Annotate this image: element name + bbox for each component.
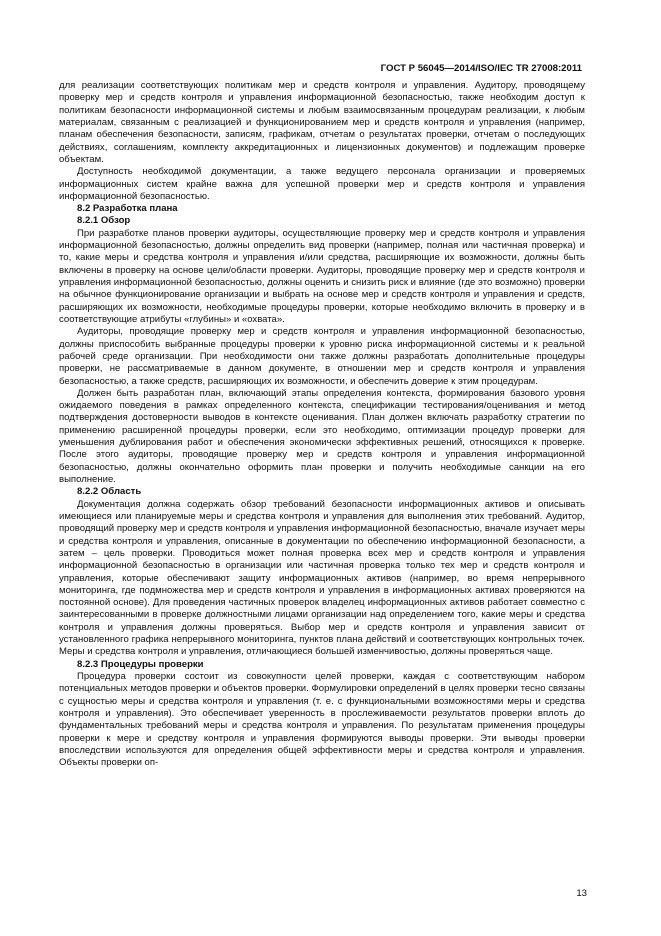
paragraph: для реализации соответствующих политикам мер и средств контроля и управления. Аудитору, проводящему проверку мер и средств контроля и управления информационной безопасностью, также необходим доступ к политикам безопасности информационной системы и любым взаимосвязанным процедурам реализации, к любым материалам, связанным с реализацией и функционированием мер и средств контроля и управления (например, планам обеспечения безопасности, записям, графикам, отчетам о результатах проверки, отчетам о последующих действиях, соглашениям, комплекту аккредитационных и лицензионных документов) и подлежащим проверке объектам. (59, 80, 585, 165)
paragraph: Доступность необходимой документации, а также ведущего персонала организации и проверяемых информационных систем крайне важна для успешной проверки мер и средств контроля и управления информационной безопасностью. (59, 166, 585, 202)
document-header: ГОСТ Р 56045—2014/ISO/IEC TR 27008:2011 (380, 63, 582, 74)
paragraph: При разработке планов проверки аудиторы, осуществляющие проверку мер и средств контроля и управления информационной безопасностью, должны определить вид проверки (например, полная или частичная проверка) и то, какие меры и средства контроля и управления и/или средства, расширяющие их возможности, должны быть включены в проверку на основе цели/области проверки. Аудиторы, проводящие проверку мер и средств контроля и управления информационной безопасностью, должны оценить и снизить риск и влияние (где это возможно) проверки на обычное функционирование организации и выбрать на основе мер и средств контроля и управления и средств, расширяющих их возможности, необходимые процедуры проверки, которые необходимо включить в проверку и в соответствующие атрибуты «глубины» и «охвата». (59, 227, 585, 325)
paragraph: Документация должна содержать обзор требований безопасности информационных активов и описывать имеющиеся или планируемые меры и средства контроля и управления для выполнения этих требований. Аудитор, проводящий проверку мер и средств контроля и управления информационной безопасностью, вначале изучает меры и средства контроля и управления, описанные в документации по обеспечению информационной безопасности, а затем – цель проверки. Проводиться может полная проверка всех мер и средств контроля и управления информационной безопасностью в организации или частичная проверка только тех мер и средств контроля и управления, которые обеспечивают защиту информационных активов (например, во время непрерывного мониторинга, где подмножества мер и средств контроля и управления в информационных активах проверяются на постоянной основе). Для проведения частичных проверок владелец информационных активов работает совместно с заинтересованными в проверке должностными лицами организации над определением того, какие меры и средства контроля и управления должны проверяться. Выбор мер и средств контроля и управления зависит от установленного графика непрерывного мониторинга, пунктов плана действий и соответствующих контрольных точек. Меры и средства контроля и управления, отличающиеся большей изменчивостью, должны проверяться чаще. (59, 498, 585, 658)
paragraph: Аудиторы, проводящие проверку мер и средств контроля и управления информационной безопасностью, должны приспособить выбранные процедуры проверки к уровню риска информационной системы и к реальной рабочей среде организации. При необходимости они также должны разработать дополнительные процедуры проверки, не рассматриваемые в данном документе, в отношении мер и средств контроля и управления безопасностью, а также средств, расширяющих их возможности, и обеспечить доверие к этим процедурам. (59, 326, 585, 387)
subsection-heading-8-2-3: 8.2.3 Процедуры проверки (77, 658, 204, 670)
paragraph: Процедура проверки состоит из совокупности целей проверки, каждая с соответствующим набором потенциальных методов проверки и объектов проверки. Формулировки определений в целях проверки тесно связаны с сущностью меры и средства контроля и управления (т. е. с функциональными возможностями меры и средства контроля и управления). Это обеспечивает уверенность в прослеживаемости результатов проверки вплоть до фундаментальных требований меры и средства контроля и управления. По результатам применения процедуры проверки к мере и средству контроля и управления формируются выводы проверки. Эти выводы проверки впоследствии используются для определения общей эффективности меры и средства контроля и управления. Объекты проверки оп- (59, 671, 585, 769)
document-body (59, 80, 585, 770)
section-heading-8-2: 8.2 Разработка плана (77, 203, 178, 215)
page-number: 13 (576, 888, 587, 899)
subsection-heading-8-2-1: 8.2.1 Обзор (77, 215, 131, 227)
paragraph: Должен быть разработан план, включающий этапы определения контекста, формирования базового уровня ожидаемого поведения в рамках определенного контекста, спецификации тестирования/оценивания и метод подтверждения достоверности выводов в контексте оценивания. План должен включать разработку стратегии по применению расширенной процедуры проверки, если это необходимо, оптимизации процедур проверки для уменьшения дублирования работ и обеспечения экономически эффективных решений, относящихся к проверке. После этого аудиторы, проводящие проверку мер и средств контроля и управления информационной безопасностью, должны окончательно оформить план проверки и получить необходимые санкции на его выполнение. (59, 387, 585, 485)
subsection-heading-8-2-2: 8.2.2 Область (77, 486, 142, 498)
